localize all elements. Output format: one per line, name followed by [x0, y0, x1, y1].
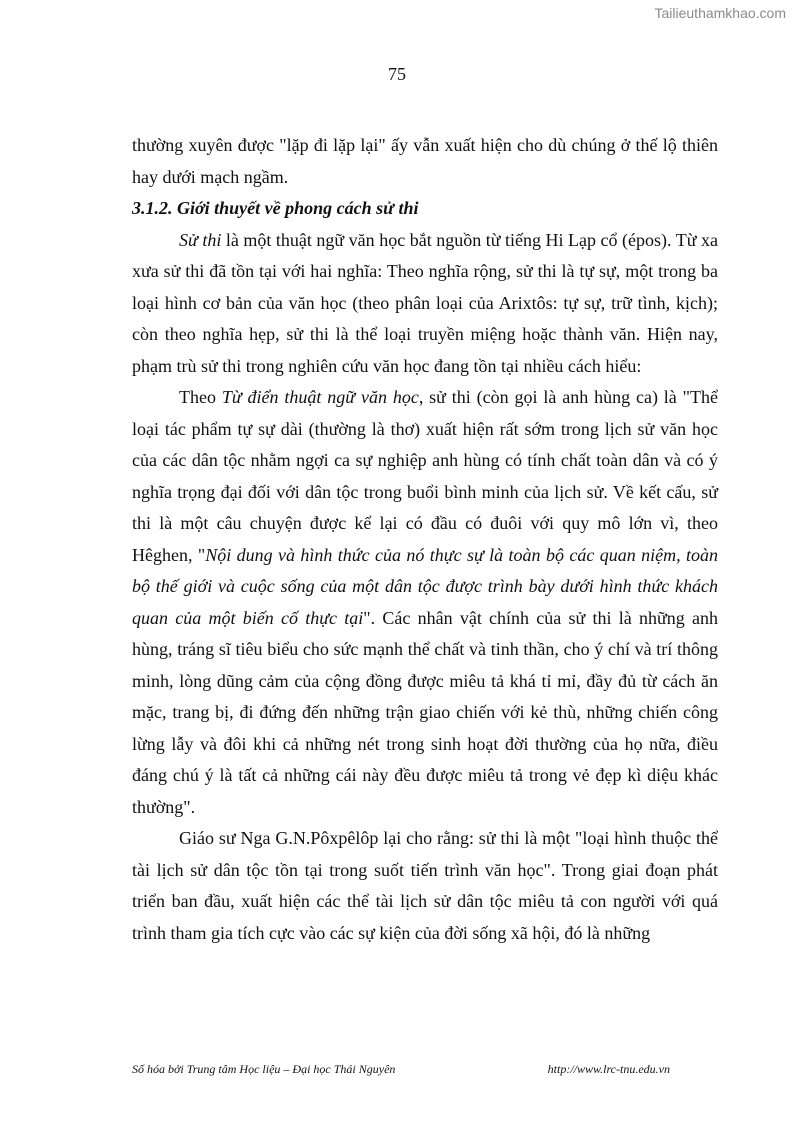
paragraph-dictionary-text: , sử thi (còn gọi là anh hùng ca) là "Thể loại tác phẩm tự sự dài (thường là thơ) xuất hiện rất sớm trong lịch sử văn học của các dân tộc nhằm ngợi ca sự nghiệp anh hùng có tính chất toàn dân và có ý nghĩa trọng đại đối với dân tộc trong buổi bình minh của lịch sử. Về kết cấu, sử thi là một câu chuyện được kể lại có đầu có đuôi với quy mô lớn vì, theo Hêghen, "	[132, 387, 718, 565]
watermark: Tailieuthamkhao.com	[654, 5, 786, 21]
book-title: Từ điển thuật ngữ văn học	[221, 387, 419, 407]
page-footer	[132, 1062, 718, 1077]
paragraph-dictionary-text: Theo	[179, 387, 222, 407]
paragraph-definition	[132, 225, 718, 383]
page-number: 75	[388, 64, 406, 84]
paragraph-dictionary-text: ". Các nhân vật chính của sử thi là những anh hùng, tráng sĩ tiêu biểu cho sức mạnh thể chất và tinh thần, cho ý chí và trí thông minh, lòng dũng cảm của cộng đồng được miêu tả khá tỉ mỉ, đầy đủ từ cách ăn mặc, trang bị, đi đứng đến những trận giao chiến với kẻ thù, những chiến công lừng lẫy và đôi khi cả những nét trong sinh hoạt đời thường của họ nữa, điều đáng chú ý là tất cả những cái này đều được miêu tả trong vẻ đẹp kì diệu khác thường".	[132, 607, 719, 817]
footer-url: http://www.lrc-tnu.edu.vn	[547, 1062, 670, 1076]
term-su-thi: Sử thi	[179, 229, 222, 250]
hegel-quote: Nội dung và hình thức của nó thực sự là toàn bộ các quan niệm, toàn bộ thế giới và cuộc sống của một dân tộc được trình bày dưới hình thức khách quan của một biến cố thực tại	[132, 544, 718, 628]
footer-source: Số hóa bởi Trung tâm Học liệu – Đại học Thái Nguyên	[132, 1062, 396, 1076]
paragraph-dictionary	[132, 382, 718, 823]
paragraph-continuation: thường xuyên được "lặp đi lặp lại" ấy vẫn xuất hiện cho dù chúng ở thế lộ thiên hay dưới mạch ngầm.	[132, 135, 718, 187]
paragraph-definition-text: là một thuật ngữ văn học bắt nguồn từ tiếng Hi Lạp cổ (épos). Từ xa xưa sử thi đã tồn tại với hai nghĩa: Theo nghĩa rộng, sử thi là tự sự, một trong ba loại hình cơ bản của văn học (theo phân loại của Arixtôs: tự sự, trữ tình, kịch); còn theo nghĩa hẹp, sử thi là thể loại truyền miệng hoặc thành văn. Hiện nay, phạm trù sử thi trong nghiên cứu văn học đang tồn tại nhiều cách hiểu:	[132, 229, 718, 376]
section-heading: 3.1.2. Giới thuyết về phong cách sử thi	[132, 198, 419, 218]
paragraph-pospelov: Giáo sư Nga G.N.Pôxpêlôp lại cho rằng: sử thi là một "loại hình thuộc thể tài lịch sử dân tộc tồn tại trong suốt tiến trình văn học". Trong giai đoạn phát triển ban đầu, xuất hiện các thể tài lịch sử dân tộc miêu tả con người với quá trình tham gia tích cực vào các sự kiện của đời sống xã hội, đó là những	[132, 828, 718, 943]
page-body	[132, 130, 718, 949]
